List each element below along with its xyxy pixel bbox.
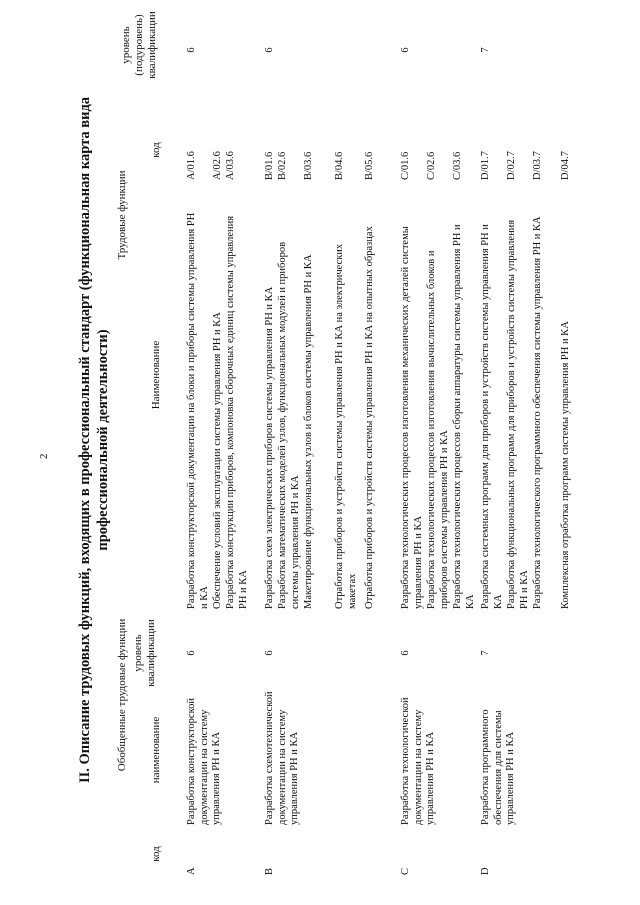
row-d-func-3-code: D/03.7 [532,151,543,180]
code-column-header: код [150,846,162,862]
row-b-func-3-code: B/03.6 [303,151,314,180]
row-b-func-2-name: Разработка математических моделей узлов, функциональных модулей и приборов системы управления РН и КА [277,241,301,609]
row-b-code: B [264,867,275,875]
function-name-column-header: Наименование [150,340,162,410]
row-d-func-2-code: D/02.7 [506,151,517,180]
row-b-func-5-name: Отработка приборов и устройств системы управления РН и КА на опытных образцах [364,226,375,609]
row-b-func-5-code: B/05.6 [364,151,375,180]
row-c-func-1-name: Разработка технологических процессов изготовления механических деталей системы управления РН и КА [400,226,424,609]
row-d-level: 7 [480,650,491,656]
row-b-level: 6 [264,650,275,656]
row-a-func-3-name: Разработка конструкции приборов, компоновка сборочных единиц системы управления РН и КА [225,215,249,609]
row-d-func-3-name: Разработка технологического программного обеспечения системы управления РН и КА [532,216,543,609]
row-c-func-3-code: C/03.6 [452,151,463,180]
row-b-func-1-level: 6 [264,47,275,53]
function-level-column-header: уровень (подуровень) квалификации [120,11,158,79]
row-d-func-2-name: Разработка функциональных программ для приборов и устройств системы управления РН и КА [506,219,530,609]
row-d-func-1-name: Разработка системных программ для приборов и устройств системы управления РН и КА [480,224,504,609]
page-number: 2 [38,453,50,459]
generalized-level-column-header: уровень квалификации [132,619,157,687]
function-code-column-header: код [150,142,162,158]
section-title: II. Описание трудовых функций, входящих в профессиональный стандарт (функциональная карта вида профессиональной деятельности) [77,96,111,784]
row-d-func-1-code: D/01.7 [480,151,491,180]
row-a-func-2-code: A/02.6 [212,151,223,180]
row-a-func-3-code: A/03.6 [225,151,236,180]
row-a-func-1-name: Разработка конструкторской документации на блоки и приборы системы управления РН и КА [186,212,210,609]
row-d-name: Разработка программного обеспечения для системы управления РН и КА [480,709,516,825]
row-b-func-4-name: Отработка приборов и устройств системы управления РН и КА на электрических макетах [334,243,358,609]
row-c-code: C [400,867,411,875]
row-d-code: D [480,867,491,875]
row-a-level: 6 [186,650,197,656]
row-a-func-1-level: 6 [186,47,197,53]
generalized-name-column-header: наименование [150,716,162,784]
row-a-name: Разработка конструкторской документации на систему управления РН и КА [186,697,222,825]
row-c-func-1-level: 6 [400,47,411,53]
labor-functions-header: Трудовые функции [116,170,128,260]
row-d-func-4-name: Комплексная отработка программ системы управления РН и КА [560,321,571,609]
row-b-func-2-code: B/02.6 [277,151,288,180]
row-c-func-1-code: C/01.6 [400,151,411,180]
row-c-name: Разработка технологической документации на систему управления РН и КА [400,697,436,825]
row-b-func-4-code: B/04.6 [334,151,345,180]
row-b-func-1-code: B/01.6 [264,151,275,180]
row-c-func-3-name: Разработка технологических процессов сборки аппаратуры системы управления РН и КА [452,224,476,609]
generalized-functions-header: Обобщенные трудовые функции [116,618,128,772]
row-a-code: A [186,867,197,875]
row-d-func-4-code: D/04.7 [560,151,571,180]
row-a-func-2-name: Обеспечение условий эксплуатации системы управления РН и КА [212,312,223,609]
row-b-func-1-name: Разработка схем электрических приборов системы управления РН и КА [264,286,275,609]
row-c-func-2-code: C/02.6 [426,151,437,180]
row-b-func-3-name: Макетирование функциональных узлов и блоков системы управления РН и КА [303,254,314,609]
row-c-func-2-name: Разработка технологических процессов изготовления вычислительных блоков и приборов системы управления РН и КА [426,250,450,609]
row-c-level: 6 [400,650,411,656]
row-a-func-1-code: A/01.6 [186,151,197,180]
row-b-name: Разработка схемотехнической документации на систему управления РН и КА [264,691,300,825]
row-d-func-1-level: 7 [480,47,491,53]
